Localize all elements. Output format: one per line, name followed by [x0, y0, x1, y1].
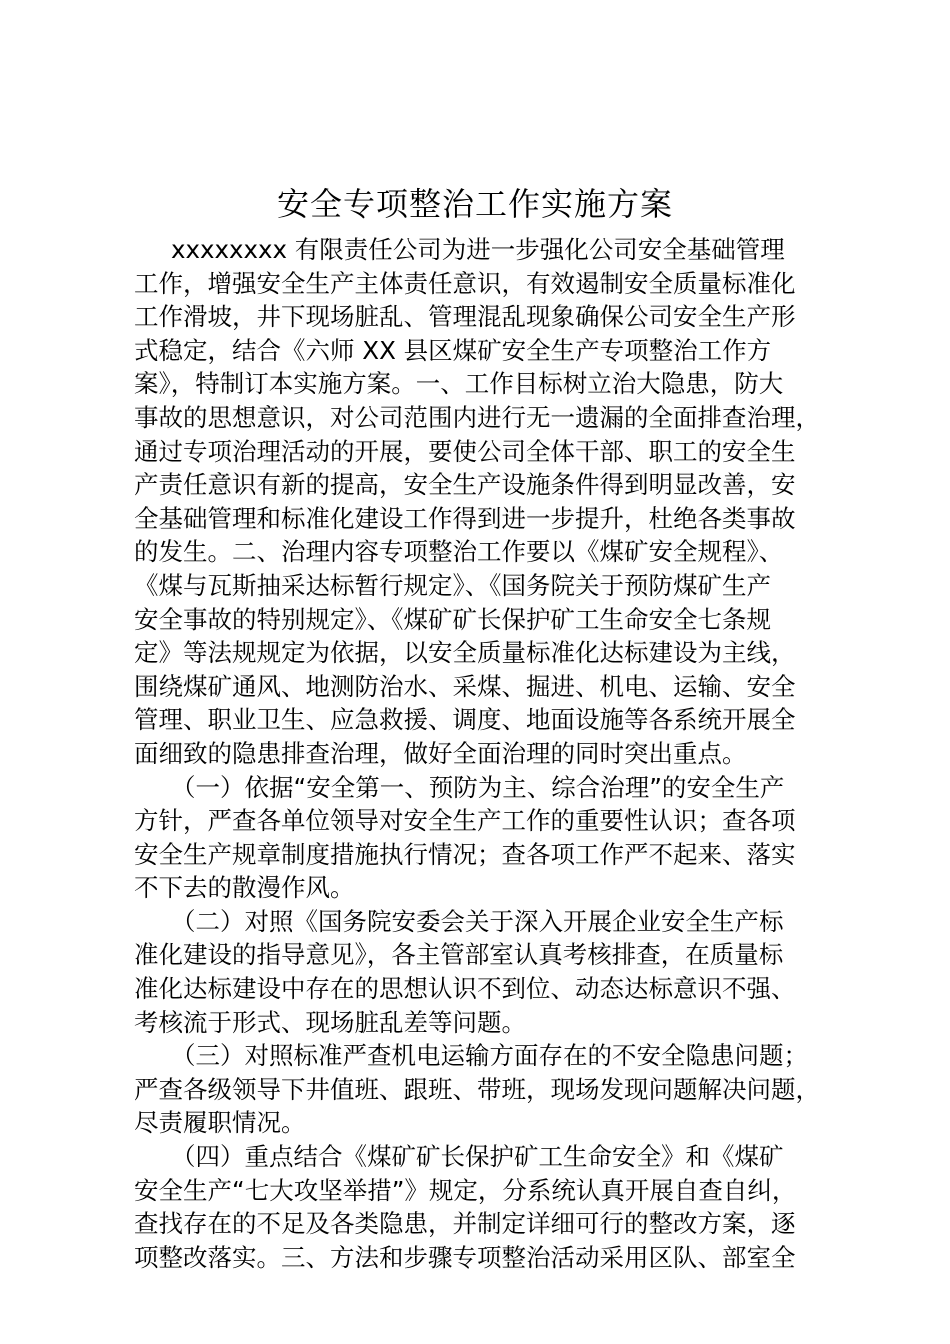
- text-line: 安全生产“七大攻坚举措”》规定，分系统认真开展自查自纠，: [134, 1175, 797, 1205]
- text-line: 安全事故的特别规定》、《煤矿矿长保护矿工生命安全七条规: [134, 604, 771, 634]
- text-line: 围绕煤矿通风、地测防治水、采煤、掘进、机电、运输、安全: [134, 671, 796, 701]
- document-body: [134, 233, 834, 1274]
- text-line: 管理、职业卫生、应急救援、调度、地面设施等各系统开展全: [134, 705, 796, 735]
- text-line: 查找存在的不足及各类隐患，并制定详细可行的整改方案，逐: [134, 1209, 796, 1239]
- text-line: 面细致的隐患排查治理，做好全面治理的同时突出重点。: [134, 738, 747, 768]
- paragraph-item-4: [134, 1140, 834, 1274]
- text-line: 《煤与瓦斯抽采达标暂行规定》、《国务院关于预防煤矿生产: [134, 570, 771, 600]
- text-line: 通过专项治理活动的开展，要使公司全体干部、职工的安全生: [134, 436, 796, 466]
- text-line: 安全生产规章制度措施执行情况；查各项工作严不起来、落实: [134, 839, 796, 869]
- text-line: 考核流于形式、现场脏乱差等问题。: [134, 1007, 526, 1037]
- text-line: （一）依据“安全第一、预防为主、综合治理”的安全生产: [171, 772, 785, 802]
- document-title: 安全专项整治工作实施方案: [276, 185, 673, 223]
- paragraph-intro: [134, 233, 834, 771]
- text-line: 产责任意识有新的提高，安全生产设施条件得到明显改善，安: [134, 470, 796, 500]
- text-line: 方针，严查各单位领导对安全生产工作的重要性认识；查各项: [134, 806, 796, 836]
- text-line: 的发生。二、治理内容专项整治工作要以《煤矿安全规程》、: [134, 537, 784, 567]
- text-line: （二）对照《国务院安委会关于深入开展企业安全生产标: [171, 906, 784, 936]
- text-line: （四）重点结合《煤矿矿长保护矿工生命安全》和《煤矿: [171, 1142, 784, 1172]
- text-line: xxxxxxxx 有限责任公司为进一步强化公司安全基础管理: [171, 235, 785, 264]
- text-line: 定》等法规规定为依据，以安全质量标准化达标建设为主线，: [134, 638, 796, 668]
- text-line: 准化达标建设中存在的思想认识不到位、动态达标意识不强、: [134, 974, 796, 1004]
- text-line: （三）对照标准严查机电运输方面存在的不安全隐患问题；: [171, 1041, 808, 1071]
- text-line: 尽责履职情况。: [134, 1108, 306, 1138]
- text-line: 严查各级领导下井值班、跟班、带班，现场发现问题解决问题，: [134, 1074, 820, 1104]
- text-line: 不下去的散漫作风。: [134, 873, 355, 903]
- text-line: 准化建设的指导意见》，各主管部室认真考核排查，在质量标: [134, 940, 784, 970]
- text-line: 项整改落实。三、方法和步骤专项整治活动采用区队、部室全: [134, 1242, 796, 1272]
- paragraph-item-2: [134, 905, 834, 1039]
- text-line: 案》，特制订本实施方案。一、工作目标树立治大隐患，防大: [134, 369, 784, 399]
- text-line: 工作滑坡，井下现场脏乱、管理混乱现象确保公司安全生产形: [134, 302, 796, 332]
- text-line: 式稳定，结合《六师 XX 县区煤矿安全生产专项整治工作方: [134, 335, 772, 365]
- paragraph-item-1: [134, 771, 834, 905]
- paragraph-item-3: [134, 1039, 834, 1140]
- text-line: 事故的思想意识，对公司范围内进行无一遗漏的全面排查治理，: [134, 402, 820, 432]
- text-line: 全基础管理和标准化建设工作得到进一步提升，杜绝各类事故: [134, 503, 796, 533]
- text-line: 工作，增强安全生产主体责任意识，有效遏制安全质量标准化: [134, 268, 796, 298]
